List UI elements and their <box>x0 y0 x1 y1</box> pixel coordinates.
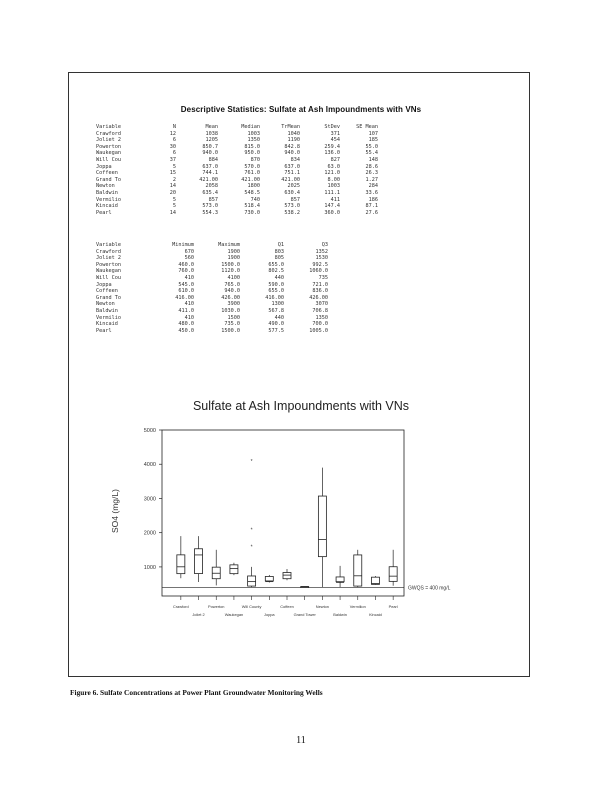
table-row <box>96 203 378 210</box>
table-cell: 721.0 <box>312 281 328 288</box>
table-cell: Newton <box>96 183 115 190</box>
table-row <box>96 177 378 184</box>
table-row <box>96 190 378 197</box>
table-cell: 1.27 <box>365 176 378 183</box>
table-cell: 884 <box>208 156 218 163</box>
table-cell: Mean <box>205 124 218 130</box>
table-cell: 55.0 <box>365 143 378 150</box>
table-cell: TrMean <box>281 124 300 130</box>
table-cell: 802.5 <box>268 268 284 275</box>
table-header-row <box>96 124 378 131</box>
table-cell: Powerton <box>96 143 121 150</box>
table-cell: 15 <box>169 170 176 177</box>
table-cell: 284 <box>368 183 378 190</box>
y-tick-label: 1000 <box>143 564 156 571</box>
table-cell: 20 <box>169 189 176 196</box>
table-cell: 827 <box>330 156 340 163</box>
table-cell: 3900 <box>227 301 240 308</box>
table-cell: Joliet 2 <box>96 255 121 262</box>
table-cell: 567.8 <box>268 307 284 314</box>
table-cell: 590.0 <box>268 281 284 288</box>
x-tick-label: Newton <box>315 604 329 609</box>
table-cell: Vermilio <box>96 314 121 321</box>
table-cell: 63.0 <box>327 163 340 170</box>
table-cell: 480.0 <box>178 321 194 328</box>
table-cell: 805 <box>274 255 284 262</box>
table-cell: 1005.0 <box>309 327 328 334</box>
table-row <box>96 131 378 138</box>
table-cell: 2 <box>172 176 176 183</box>
table-cell: 136.0 <box>324 150 340 157</box>
table-row <box>96 295 328 302</box>
table-cell: 121.0 <box>324 170 340 177</box>
table-row <box>96 275 328 282</box>
stats-title: Descriptive Statistics: Sulfate at Ash Impoundments with VNs <box>180 105 422 114</box>
outlier-marker: * <box>250 458 253 465</box>
table-cell: 416.00 <box>175 294 194 301</box>
table-cell: 410 <box>184 314 194 321</box>
x-tick-label: Vermilion <box>349 604 366 609</box>
descriptive-stats-table <box>96 124 378 216</box>
table-cell: 450.0 <box>178 327 194 334</box>
table-cell: Pearl <box>96 209 112 216</box>
table-cell: 573.0 <box>284 203 300 210</box>
box <box>283 573 291 579</box>
table-row <box>96 197 378 204</box>
table-cell: 570.0 <box>244 163 260 170</box>
table-cell: 107 <box>368 130 378 137</box>
table-cell: 14 <box>169 209 176 216</box>
table-header-row <box>96 242 328 249</box>
table-row <box>96 249 328 256</box>
table-cell: 28.6 <box>365 163 378 170</box>
table-cell: 6 <box>172 150 176 157</box>
y-tick-label: 2000 <box>143 530 156 537</box>
box <box>248 576 256 586</box>
table-cell: 55.4 <box>365 150 378 157</box>
table-cell: 850.7 <box>202 143 218 150</box>
table-cell: 1300 <box>271 301 284 308</box>
table-cell: 545.0 <box>178 281 194 288</box>
table-cell: 518.4 <box>244 203 260 210</box>
sulfate-box-chart <box>96 420 451 635</box>
table-cell: 4100 <box>227 274 240 281</box>
table-cell: 1003 <box>247 130 260 137</box>
table-cell: 538.2 <box>284 209 300 216</box>
range-stats-table <box>96 242 328 334</box>
table-row <box>96 150 378 157</box>
table-cell: 655.0 <box>268 261 284 268</box>
table-cell: 421.00 <box>281 176 300 183</box>
table-cell: 490.0 <box>268 321 284 328</box>
table-cell: 1500 <box>227 314 240 321</box>
x-tick-label: Coffeen <box>280 604 294 609</box>
table-cell: Baldwin <box>96 189 118 196</box>
y-tick-label: 4000 <box>143 462 156 469</box>
table-cell: Q3 <box>321 242 328 248</box>
x-tick-label: Grand Tower <box>293 612 316 617</box>
table-cell: Waukegan <box>96 150 121 157</box>
box <box>318 496 326 557</box>
table-cell: 751.1 <box>284 170 300 177</box>
table-row <box>96 255 328 262</box>
table-cell: 1040 <box>287 130 300 137</box>
table-cell: 735.0 <box>224 321 240 328</box>
table-cell: N <box>172 124 176 130</box>
table-cell: 421.00 <box>241 176 260 183</box>
box <box>230 565 238 574</box>
table-cell: Median <box>241 124 260 130</box>
box <box>177 555 185 574</box>
table-cell: 5 <box>172 163 176 170</box>
table-cell: 1350 <box>247 137 260 144</box>
table-row <box>96 210 378 217</box>
outlier-marker: * <box>250 544 253 551</box>
table-cell: 765.0 <box>224 281 240 288</box>
table-cell: Crawford <box>96 248 121 255</box>
table-cell: Variable <box>96 124 121 130</box>
table-cell: 760.0 <box>178 268 194 275</box>
table-row <box>96 268 328 275</box>
x-tick-label: Waukegan <box>224 612 244 617</box>
table-cell: 735 <box>318 274 328 281</box>
table-cell: 1500.0 <box>221 327 240 334</box>
table-cell: 842.8 <box>284 143 300 150</box>
table-row <box>96 315 328 322</box>
table-cell: 940.0 <box>224 288 240 295</box>
table-cell: 259.4 <box>324 143 340 150</box>
chart-title: Sulfate at Ash Impoundments with VNs <box>192 399 410 413</box>
table-row <box>96 328 328 335</box>
table-cell: 573.0 <box>202 203 218 210</box>
table-cell: 1352 <box>315 248 328 255</box>
table-cell: Maximum <box>218 242 240 248</box>
table-cell: 371 <box>330 130 340 137</box>
table-cell: Pearl <box>96 327 112 334</box>
y-tick-label: 3000 <box>143 496 156 503</box>
x-tick-label: Baldwin <box>333 612 347 617</box>
table-cell: 440 <box>274 274 284 281</box>
table-cell: 421.00 <box>199 176 218 183</box>
table-cell: 637.0 <box>202 163 218 170</box>
table-cell: Baldwin <box>96 307 118 314</box>
table-cell: Variable <box>96 242 121 248</box>
table-cell: 12 <box>169 130 176 137</box>
table-cell: 857 <box>208 196 218 203</box>
table-cell: 815.0 <box>244 143 260 150</box>
table-cell: 637.0 <box>284 163 300 170</box>
table-cell: Grand To <box>96 176 121 183</box>
table-cell: 186 <box>368 196 378 203</box>
table-cell: SE Mean <box>356 124 378 130</box>
table-cell: 730.0 <box>244 209 260 216</box>
table-cell: 1350 <box>315 314 328 321</box>
table-cell: 670 <box>184 248 194 255</box>
table-cell: 148 <box>368 156 378 163</box>
table-cell: 5 <box>172 196 176 203</box>
table-cell: 630.4 <box>284 189 300 196</box>
table-cell: 454 <box>330 137 340 144</box>
table-cell: 744.1 <box>202 170 218 177</box>
table-cell: 440 <box>274 314 284 321</box>
table-cell: 416.00 <box>265 294 284 301</box>
table-cell: 1003 <box>327 183 340 190</box>
table-cell: 940.0 <box>202 150 218 157</box>
table-cell: 560 <box>184 255 194 262</box>
table-cell: Coffeen <box>96 170 118 177</box>
table-cell: 410 <box>184 301 194 308</box>
table-row <box>96 144 378 151</box>
table-cell: 834 <box>290 156 300 163</box>
table-row <box>96 301 328 308</box>
table-cell: Q1 <box>277 242 284 248</box>
table-cell: 37 <box>169 156 176 163</box>
table-cell: 410 <box>184 274 194 281</box>
table-cell: 761.0 <box>244 170 260 177</box>
table-cell: 1205 <box>205 137 218 144</box>
table-cell: Joppa <box>96 281 112 288</box>
x-tick-label: Joppa <box>264 612 275 617</box>
table-row <box>96 183 378 190</box>
figure-caption: Figure 6. Sulfate Concentrations at Power Plant Groundwater Monitoring Wells <box>70 688 323 697</box>
table-cell: 1530 <box>315 255 328 262</box>
table-cell: Minimum <box>172 242 194 248</box>
table-cell: 950.0 <box>244 150 260 157</box>
table-cell: Coffeen <box>96 288 118 295</box>
table-cell: 2058 <box>205 183 218 190</box>
table-cell: 147.4 <box>324 203 340 210</box>
table-cell: 1800 <box>247 183 260 190</box>
box <box>265 576 273 580</box>
table-cell: Kincaid <box>96 321 118 328</box>
table-cell: Crawford <box>96 130 121 137</box>
table-cell: 655.0 <box>268 288 284 295</box>
table-cell: Joliet 2 <box>96 137 121 144</box>
x-tick-label: Crawford <box>172 604 189 609</box>
y-tick-label: 5000 <box>143 428 156 434</box>
table-cell: Vermilio <box>96 196 121 203</box>
table-cell: 577.5 <box>268 327 284 334</box>
x-tick-label: Pearl <box>388 604 398 609</box>
table-row <box>96 308 328 315</box>
table-cell: 460.0 <box>178 261 194 268</box>
table-cell: 706.8 <box>312 307 328 314</box>
table-cell: 992.5 <box>312 261 328 268</box>
table-cell: 33.6 <box>365 189 378 196</box>
table-row <box>96 321 328 328</box>
table-cell: 1038 <box>205 130 218 137</box>
table-cell: Joppa <box>96 163 112 170</box>
table-cell: 426.00 <box>221 294 240 301</box>
table-cell: 30 <box>169 143 176 150</box>
table-cell: 940.0 <box>284 150 300 157</box>
table-row <box>96 170 378 177</box>
table-row <box>96 164 378 171</box>
box <box>389 567 397 582</box>
table-cell: 803 <box>274 248 284 255</box>
x-tick-label: Will County <box>241 604 262 609</box>
box <box>336 577 344 582</box>
table-cell: Will Cou <box>96 156 121 163</box>
table-cell: 1900 <box>227 255 240 262</box>
table-cell: 1030.0 <box>221 307 240 314</box>
table-cell: 1190 <box>287 137 300 144</box>
table-cell: 87.1 <box>365 203 378 210</box>
table-cell: 700.0 <box>312 321 328 328</box>
table-cell: 5 <box>172 203 176 210</box>
outlier-marker: * <box>250 527 253 534</box>
table-row <box>96 137 378 144</box>
table-cell: 1900 <box>227 248 240 255</box>
table-cell: 740 <box>250 196 260 203</box>
table-cell: 610.0 <box>178 288 194 295</box>
table-cell: Powerton <box>96 261 121 268</box>
table-cell: 836.0 <box>312 288 328 295</box>
table-row <box>96 157 378 164</box>
page-number: 11 <box>296 735 306 746</box>
table-cell: 8.00 <box>327 176 340 183</box>
gwqs-reference-label: GWQS = 400 mg/L <box>408 585 451 592</box>
table-cell: Grand To <box>96 294 121 301</box>
table-cell: 3070 <box>315 301 328 308</box>
x-tick-label: Kincaid <box>369 612 382 617</box>
box <box>354 555 362 586</box>
table-cell: 870 <box>250 156 260 163</box>
table-cell: 426.00 <box>309 294 328 301</box>
table-row <box>96 262 328 269</box>
box <box>195 549 203 574</box>
table-cell: 111.1 <box>324 189 340 196</box>
table-cell: 14 <box>169 183 176 190</box>
table-cell: 1500.0 <box>221 261 240 268</box>
table-cell: 635.4 <box>202 189 218 196</box>
table-cell: Will Cou <box>96 274 121 281</box>
table-cell: 1120.0 <box>221 268 240 275</box>
table-cell: 27.6 <box>365 209 378 216</box>
table-cell: 411 <box>330 196 340 203</box>
table-cell: 26.3 <box>365 170 378 177</box>
table-row <box>96 288 328 295</box>
table-cell: 554.3 <box>202 209 218 216</box>
table-cell: 360.0 <box>324 209 340 216</box>
table-cell: Kincaid <box>96 203 118 210</box>
table-cell: 411.0 <box>178 307 194 314</box>
table-cell: 857 <box>290 196 300 203</box>
table-cell: 548.5 <box>244 189 260 196</box>
table-cell: Waukegan <box>96 268 121 275</box>
table-row <box>96 282 328 289</box>
table-cell: 2025 <box>287 183 300 190</box>
x-tick-label: Powerton <box>208 604 225 609</box>
x-tick-label: Joliet 2 <box>192 612 205 617</box>
table-cell: 185 <box>368 137 378 144</box>
table-cell: 1060.0 <box>309 268 328 275</box>
y-axis-label: SO4 (mg/L) <box>110 489 120 533</box>
table-cell: 6 <box>172 137 176 144</box>
table-cell: Newton <box>96 301 115 308</box>
table-cell: StDev <box>324 124 340 130</box>
